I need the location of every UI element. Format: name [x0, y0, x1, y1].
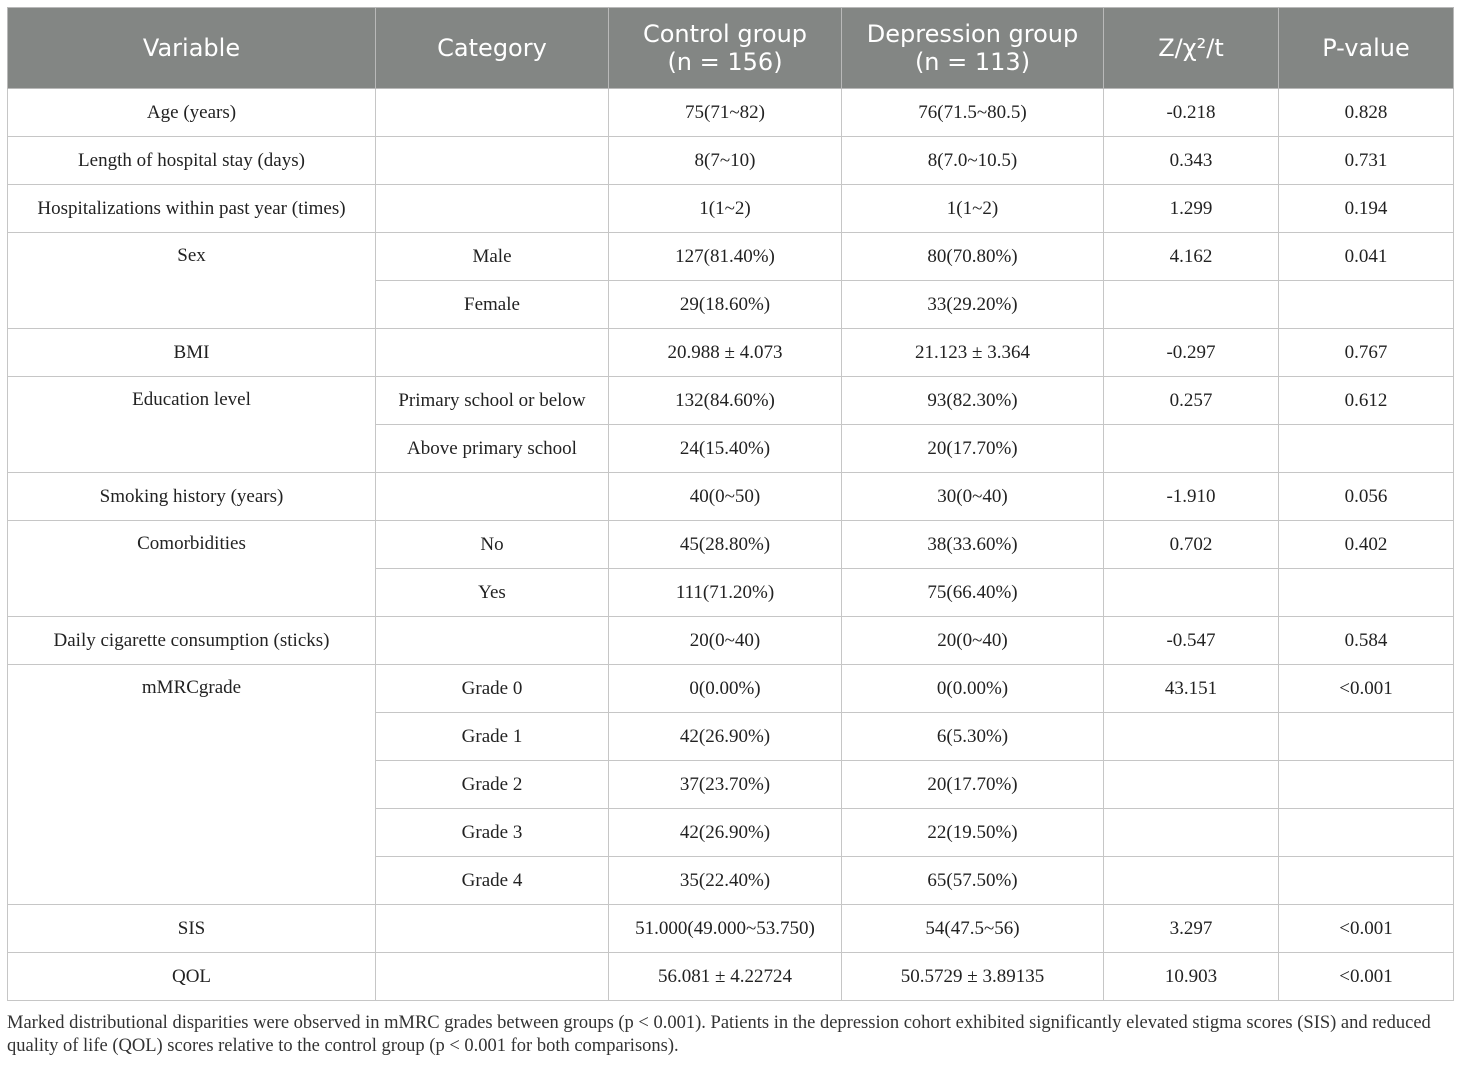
header-statistic: Z/χ²/t	[1104, 8, 1279, 89]
depression-cell: 38(33.60%)	[842, 521, 1104, 569]
category-cell: Grade 4	[376, 857, 609, 905]
p-value-cell: 0.584	[1279, 617, 1454, 665]
category-cell: Grade 2	[376, 761, 609, 809]
p-value-cell: 0.402	[1279, 521, 1454, 569]
category-cell: No	[376, 521, 609, 569]
control-cell: 29(18.60%)	[609, 281, 842, 329]
table-row	[8, 89, 1454, 137]
depression-cell: 8(7.0~10.5)	[842, 137, 1104, 185]
p-value-cell: <0.001	[1279, 905, 1454, 953]
control-cell: 1(1~2)	[609, 185, 842, 233]
statistic-cell: -1.910	[1104, 473, 1279, 521]
control-cell: 0(0.00%)	[609, 665, 842, 713]
table-footnote: Marked distributional disparities were observed in mMRC grades between groups (p < 0.001). Patients in the depression cohort exhibited significantly elevated stigma scores (SIS) and reduced quality of life (QOL) scores relative to the control group (p < 0.001 for both comparisons).	[7, 1013, 1431, 1056]
variable-cell: SIS	[8, 905, 376, 953]
table-row	[8, 905, 1454, 953]
p-value-cell: 0.194	[1279, 185, 1454, 233]
control-cell: 51.000(49.000~53.750)	[609, 905, 842, 953]
p-value-cell: <0.001	[1279, 665, 1454, 713]
control-cell: 56.081 ± 4.22724	[609, 953, 842, 1001]
statistic-cell	[1104, 857, 1279, 905]
statistic-cell: 4.162	[1104, 233, 1279, 281]
header-row	[8, 8, 1454, 89]
statistic-cell: 43.151	[1104, 665, 1279, 713]
variable-cell: QOL	[8, 953, 376, 1001]
category-cell	[376, 473, 609, 521]
statistic-cell	[1104, 425, 1279, 473]
header-depression-group	[842, 8, 1104, 89]
control-cell: 111(71.20%)	[609, 569, 842, 617]
p-value-cell	[1279, 761, 1454, 809]
control-cell: 42(26.90%)	[609, 809, 842, 857]
depression-cell: 30(0~40)	[842, 473, 1104, 521]
category-cell: Female	[376, 281, 609, 329]
header-depression-name: Depression group	[866, 20, 1079, 48]
table-row	[8, 233, 1454, 281]
control-cell: 40(0~50)	[609, 473, 842, 521]
comparison-table	[7, 7, 1454, 1001]
p-value-cell: 0.612	[1279, 377, 1454, 425]
category-cell: Yes	[376, 569, 609, 617]
table-row	[8, 137, 1454, 185]
table-row	[8, 377, 1454, 425]
table-container	[7, 7, 1453, 1001]
header-control-name: Control group	[642, 20, 808, 48]
p-value-cell: 0.041	[1279, 233, 1454, 281]
table-row	[8, 329, 1454, 377]
statistic-cell: 3.297	[1104, 905, 1279, 953]
category-cell	[376, 617, 609, 665]
depression-cell: 93(82.30%)	[842, 377, 1104, 425]
control-cell: 42(26.90%)	[609, 713, 842, 761]
variable-cell: Sex	[8, 233, 376, 329]
p-value-cell	[1279, 713, 1454, 761]
control-cell: 20.988 ± 4.073	[609, 329, 842, 377]
variable-cell: Education level	[8, 377, 376, 473]
statistic-cell: 0.343	[1104, 137, 1279, 185]
depression-cell: 50.5729 ± 3.89135	[842, 953, 1104, 1001]
p-value-cell	[1279, 809, 1454, 857]
category-cell	[376, 905, 609, 953]
category-cell: Primary school or below	[376, 377, 609, 425]
depression-cell: 65(57.50%)	[842, 857, 1104, 905]
control-cell: 37(23.70%)	[609, 761, 842, 809]
p-value-cell: 0.767	[1279, 329, 1454, 377]
category-cell: Grade 3	[376, 809, 609, 857]
depression-cell: 20(17.70%)	[842, 425, 1104, 473]
statistic-cell	[1104, 713, 1279, 761]
category-cell	[376, 329, 609, 377]
p-value-cell	[1279, 857, 1454, 905]
control-cell: 20(0~40)	[609, 617, 842, 665]
statistic-cell	[1104, 809, 1279, 857]
header-control-n: (n = 156)	[667, 48, 783, 76]
statistic-cell	[1104, 569, 1279, 617]
statistic-cell: -0.218	[1104, 89, 1279, 137]
depression-cell: 54(47.5~56)	[842, 905, 1104, 953]
p-value-cell	[1279, 425, 1454, 473]
p-value-cell: 0.828	[1279, 89, 1454, 137]
statistic-cell	[1104, 761, 1279, 809]
variable-cell: Daily cigarette consumption (sticks)	[8, 617, 376, 665]
variable-cell: mMRCgrade	[8, 665, 376, 905]
p-value-cell	[1279, 281, 1454, 329]
depression-cell: 76(71.5~80.5)	[842, 89, 1104, 137]
category-cell: Male	[376, 233, 609, 281]
depression-cell: 6(5.30%)	[842, 713, 1104, 761]
depression-cell: 0(0.00%)	[842, 665, 1104, 713]
statistic-cell: 10.903	[1104, 953, 1279, 1001]
table-row	[8, 521, 1454, 569]
depression-cell: 21.123 ± 3.364	[842, 329, 1104, 377]
category-cell	[376, 137, 609, 185]
category-cell: Grade 0	[376, 665, 609, 713]
depression-cell: 20(0~40)	[842, 617, 1104, 665]
p-value-cell: 0.056	[1279, 473, 1454, 521]
depression-cell: 1(1~2)	[842, 185, 1104, 233]
table-row	[8, 185, 1454, 233]
table-row	[8, 665, 1454, 713]
header-variable: Variable	[8, 8, 376, 89]
category-cell	[376, 953, 609, 1001]
variable-cell: Comorbidities	[8, 521, 376, 617]
statistic-cell: 0.257	[1104, 377, 1279, 425]
table-row	[8, 473, 1454, 521]
variable-cell: Smoking history (years)	[8, 473, 376, 521]
header-control-group	[609, 8, 842, 89]
control-cell: 8(7~10)	[609, 137, 842, 185]
header-depression-n: (n = 113)	[914, 48, 1031, 76]
table-row	[8, 953, 1454, 1001]
depression-cell: 22(19.50%)	[842, 809, 1104, 857]
variable-cell: Age (years)	[8, 89, 376, 137]
variable-cell: Hospitalizations within past year (times)	[8, 185, 376, 233]
control-cell: 45(28.80%)	[609, 521, 842, 569]
variable-cell: BMI	[8, 329, 376, 377]
depression-cell: 33(29.20%)	[842, 281, 1104, 329]
statistic-cell: -0.297	[1104, 329, 1279, 377]
p-value-cell: 0.731	[1279, 137, 1454, 185]
depression-cell: 80(70.80%)	[842, 233, 1104, 281]
control-cell: 35(22.40%)	[609, 857, 842, 905]
header-category: Category	[376, 8, 609, 89]
control-cell: 132(84.60%)	[609, 377, 842, 425]
statistic-cell: -0.547	[1104, 617, 1279, 665]
variable-cell: Length of hospital stay (days)	[8, 137, 376, 185]
category-cell: Grade 1	[376, 713, 609, 761]
control-cell: 24(15.40%)	[609, 425, 842, 473]
depression-cell: 20(17.70%)	[842, 761, 1104, 809]
statistic-cell: 1.299	[1104, 185, 1279, 233]
table-row	[8, 617, 1454, 665]
statistic-cell	[1104, 281, 1279, 329]
category-cell	[376, 89, 609, 137]
statistic-cell: 0.702	[1104, 521, 1279, 569]
depression-cell: 75(66.40%)	[842, 569, 1104, 617]
p-value-cell	[1279, 569, 1454, 617]
control-cell: 127(81.40%)	[609, 233, 842, 281]
header-p-value: P-value	[1279, 8, 1454, 89]
category-cell: Above primary school	[376, 425, 609, 473]
p-value-cell: <0.001	[1279, 953, 1454, 1001]
category-cell	[376, 185, 609, 233]
control-cell: 75(71~82)	[609, 89, 842, 137]
